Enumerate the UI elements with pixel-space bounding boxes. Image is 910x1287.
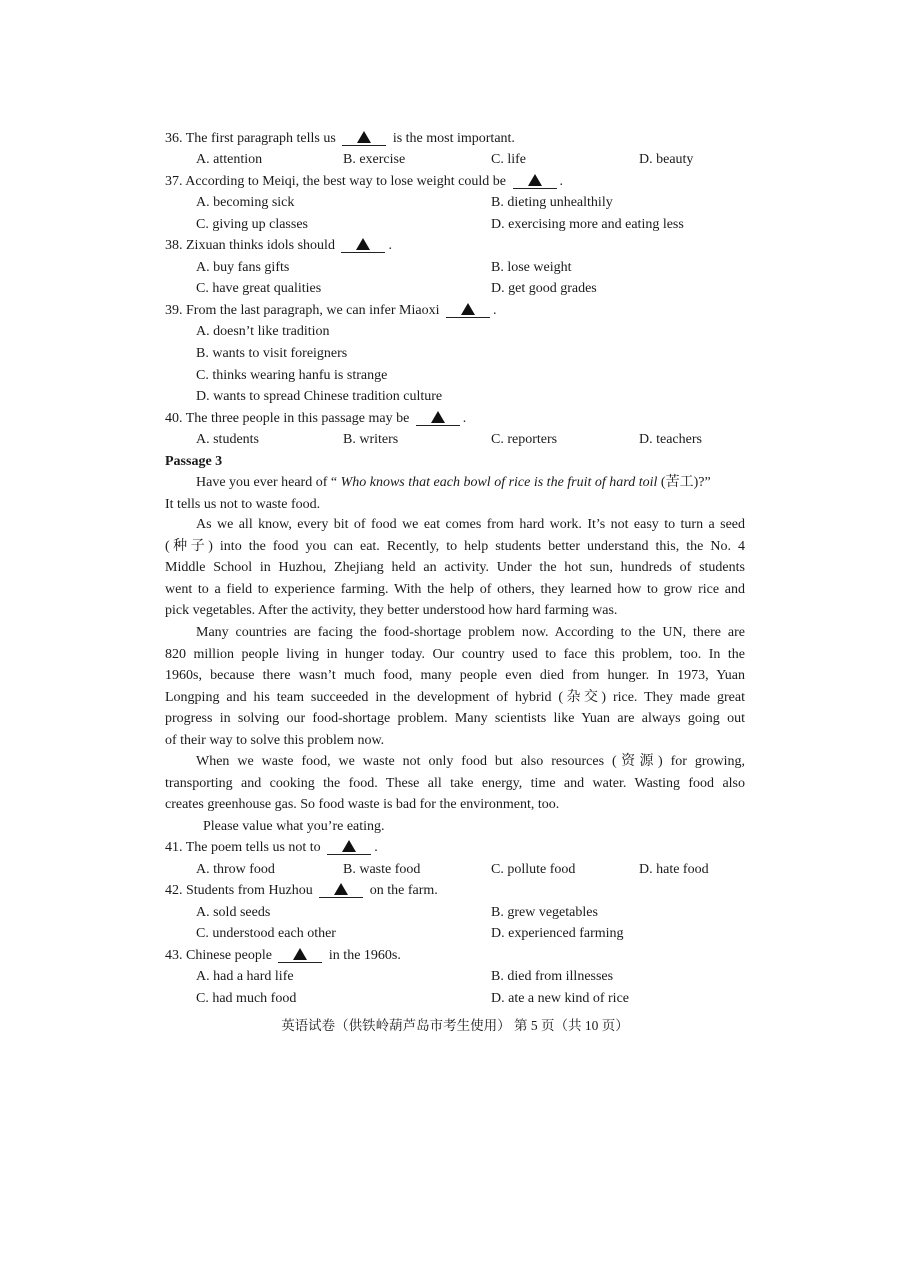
- question-number: 41.: [165, 840, 183, 855]
- question-39: [165, 302, 496, 320]
- text-line: progress in solving our food-shortage problem. Many scientists like Yuan are always going out: [165, 711, 745, 726]
- question-stem-end: in the 1960s.: [328, 948, 401, 963]
- question-stem-end: is the most important.: [392, 131, 515, 146]
- question-stem-end: .: [374, 840, 378, 855]
- triangle-icon: [431, 411, 445, 423]
- passage-paragraph-5: Please value what you’re eating.: [203, 819, 385, 834]
- passage-p1-line2: It tells us not to waste food.: [165, 497, 321, 512]
- option-c: C. have great qualities: [196, 281, 322, 296]
- option-c: C. giving up classes: [196, 217, 308, 232]
- option-b: B. exercise: [343, 152, 406, 167]
- question-40: [165, 410, 466, 428]
- triangle-icon: [342, 840, 356, 852]
- question-number: 43.: [165, 948, 183, 963]
- option-d: D. teachers: [639, 432, 702, 447]
- answer-blank: [513, 174, 557, 189]
- triangle-icon: [356, 238, 370, 250]
- text-line: went to a field to experience farming. With the help of others, they learned how to grow rice and: [165, 581, 745, 597]
- option-c: C. pollute food: [491, 862, 576, 877]
- text-line: 820 million people living in hunger today. Our country used to face this problem, too. In the: [165, 646, 745, 662]
- text-line: pick vegetables. After the activity, they better understood how hard farming was.: [165, 603, 618, 618]
- question-stem: The three people in this passage may be: [185, 411, 410, 426]
- answer-blank: [416, 411, 460, 426]
- question-43: [165, 947, 401, 965]
- option-b: B. wants to visit foreigners: [196, 346, 348, 361]
- option-b: B. grew vegetables: [491, 905, 598, 920]
- text-line: Middle School in Huzhou, Zhejiang held an activity. Under the hot sun, hundreds of students: [165, 560, 745, 575]
- option-b: B. died from illnesses: [491, 969, 614, 984]
- question-stem: Zixuan thinks idols should: [186, 238, 335, 253]
- option-a: A. sold seeds: [196, 905, 271, 920]
- triangle-icon: [293, 948, 307, 960]
- question-number: 37.: [165, 174, 183, 189]
- triangle-icon: [357, 131, 371, 143]
- question-stem-end: .: [462, 411, 467, 426]
- question-stem-end: on the farm.: [369, 883, 438, 898]
- option-a: A. throw food: [196, 862, 275, 877]
- option-c: C. understood each other: [196, 926, 336, 941]
- text-line: transporting and cooking the food. These all take energy, time and water. Wasting food also: [165, 775, 745, 791]
- text-line: When we waste food, we waste not only food but also resources (资源) for growing,: [196, 754, 745, 769]
- question-41: [165, 839, 378, 857]
- option-b: B. waste food: [343, 862, 421, 877]
- option-d: D. hate food: [639, 862, 709, 877]
- option-d: D. get good grades: [491, 281, 597, 296]
- option-b: B. lose weight: [491, 260, 572, 275]
- option-d: D. wants to spread Chinese tradition culture: [196, 389, 443, 404]
- passage-p1-line1: [196, 474, 711, 492]
- question-stem: The first paragraph tells us: [185, 131, 336, 146]
- triangle-icon: [334, 883, 348, 895]
- question-stem-end: .: [388, 238, 392, 253]
- answer-blank: [341, 238, 385, 253]
- answer-blank: [342, 131, 386, 146]
- text-line: Longping and his team succeeded in the development of hybrid (杂交) rice. They made great: [165, 689, 745, 705]
- option-d: D. exercising more and eating less: [491, 217, 684, 232]
- option-a: A. buy fans gifts: [196, 260, 290, 275]
- question-stem-end: .: [559, 174, 563, 189]
- text-line: As we all know, every bit of food we eat comes from hard work. It’s not easy to turn a seed: [196, 517, 745, 532]
- text-line: 1960s, because there wasn’t much food, many people even died from hunger. In 1973, Yuan: [165, 668, 745, 683]
- option-b: B. writers: [343, 432, 399, 447]
- question-stem: Students from Huzhou: [186, 883, 313, 898]
- option-a: A. students: [196, 432, 259, 447]
- question-38: [165, 237, 392, 255]
- passage-paragraph-3: [165, 622, 745, 751]
- option-c: C. thinks wearing hanfu is strange: [196, 368, 388, 383]
- passage-title: Passage 3: [165, 454, 223, 469]
- option-d: D. beauty: [639, 152, 694, 167]
- question-stem: Chinese people: [186, 948, 272, 963]
- p1-text-end: (苦工)?”: [657, 475, 711, 490]
- question-number: 39.: [165, 303, 183, 318]
- question-stem: From the last paragraph, we can infer Miaoxi: [186, 303, 440, 318]
- option-a: A. attention: [196, 152, 263, 167]
- answer-blank: [446, 303, 490, 318]
- p1-text: Have you ever heard of “: [196, 475, 341, 490]
- option-a: A. becoming sick: [196, 195, 295, 210]
- question-stem: According to Meiqi, the best way to lose weight could be: [185, 174, 506, 189]
- question-number: 40.: [165, 411, 183, 426]
- question-37: [165, 173, 563, 191]
- option-c: C. reporters: [491, 432, 558, 447]
- question-number: 38.: [165, 238, 183, 253]
- option-a: A. doesn’t like tradition: [196, 324, 330, 339]
- option-d: D. experienced farming: [491, 926, 624, 941]
- triangle-icon: [461, 303, 475, 315]
- option-d: D. ate a new kind of rice: [491, 991, 629, 1006]
- option-b: B. dieting unhealthily: [491, 195, 613, 210]
- text-line: Many countries are facing the food-shortage problem now. According to the UN, there are: [196, 625, 745, 640]
- question-number: 42.: [165, 883, 183, 898]
- question-42: [165, 882, 438, 900]
- question-number: 36.: [165, 131, 183, 146]
- option-a: A. had a hard life: [196, 969, 294, 984]
- question-36: [165, 130, 515, 148]
- text-line: creates greenhouse gas. So food waste is bad for the environment, too.: [165, 797, 560, 812]
- question-stem-end: .: [492, 303, 497, 318]
- answer-blank: [278, 948, 322, 963]
- question-stem: The poem tells us not to: [185, 840, 321, 855]
- page-footer: 英语试卷（供铁岭葫芦岛市考生使用） 第 5 页（共 10 页）: [281, 1018, 629, 1033]
- passage-paragraph-4: [165, 751, 745, 816]
- poem-quote: Who knows that each bowl of rice is the fruit of hard toil: [340, 475, 658, 490]
- answer-blank: [319, 883, 363, 898]
- text-line: of their way to solve this problem now.: [165, 732, 385, 748]
- option-c: C. had much food: [196, 991, 297, 1006]
- triangle-icon: [528, 174, 542, 186]
- passage-paragraph-2: [165, 514, 745, 622]
- option-c: C. life: [491, 152, 526, 167]
- text-line: (种子) into the food you can eat. Recently, to help students better understand this, the No. 4: [165, 538, 745, 554]
- answer-blank: [327, 840, 371, 855]
